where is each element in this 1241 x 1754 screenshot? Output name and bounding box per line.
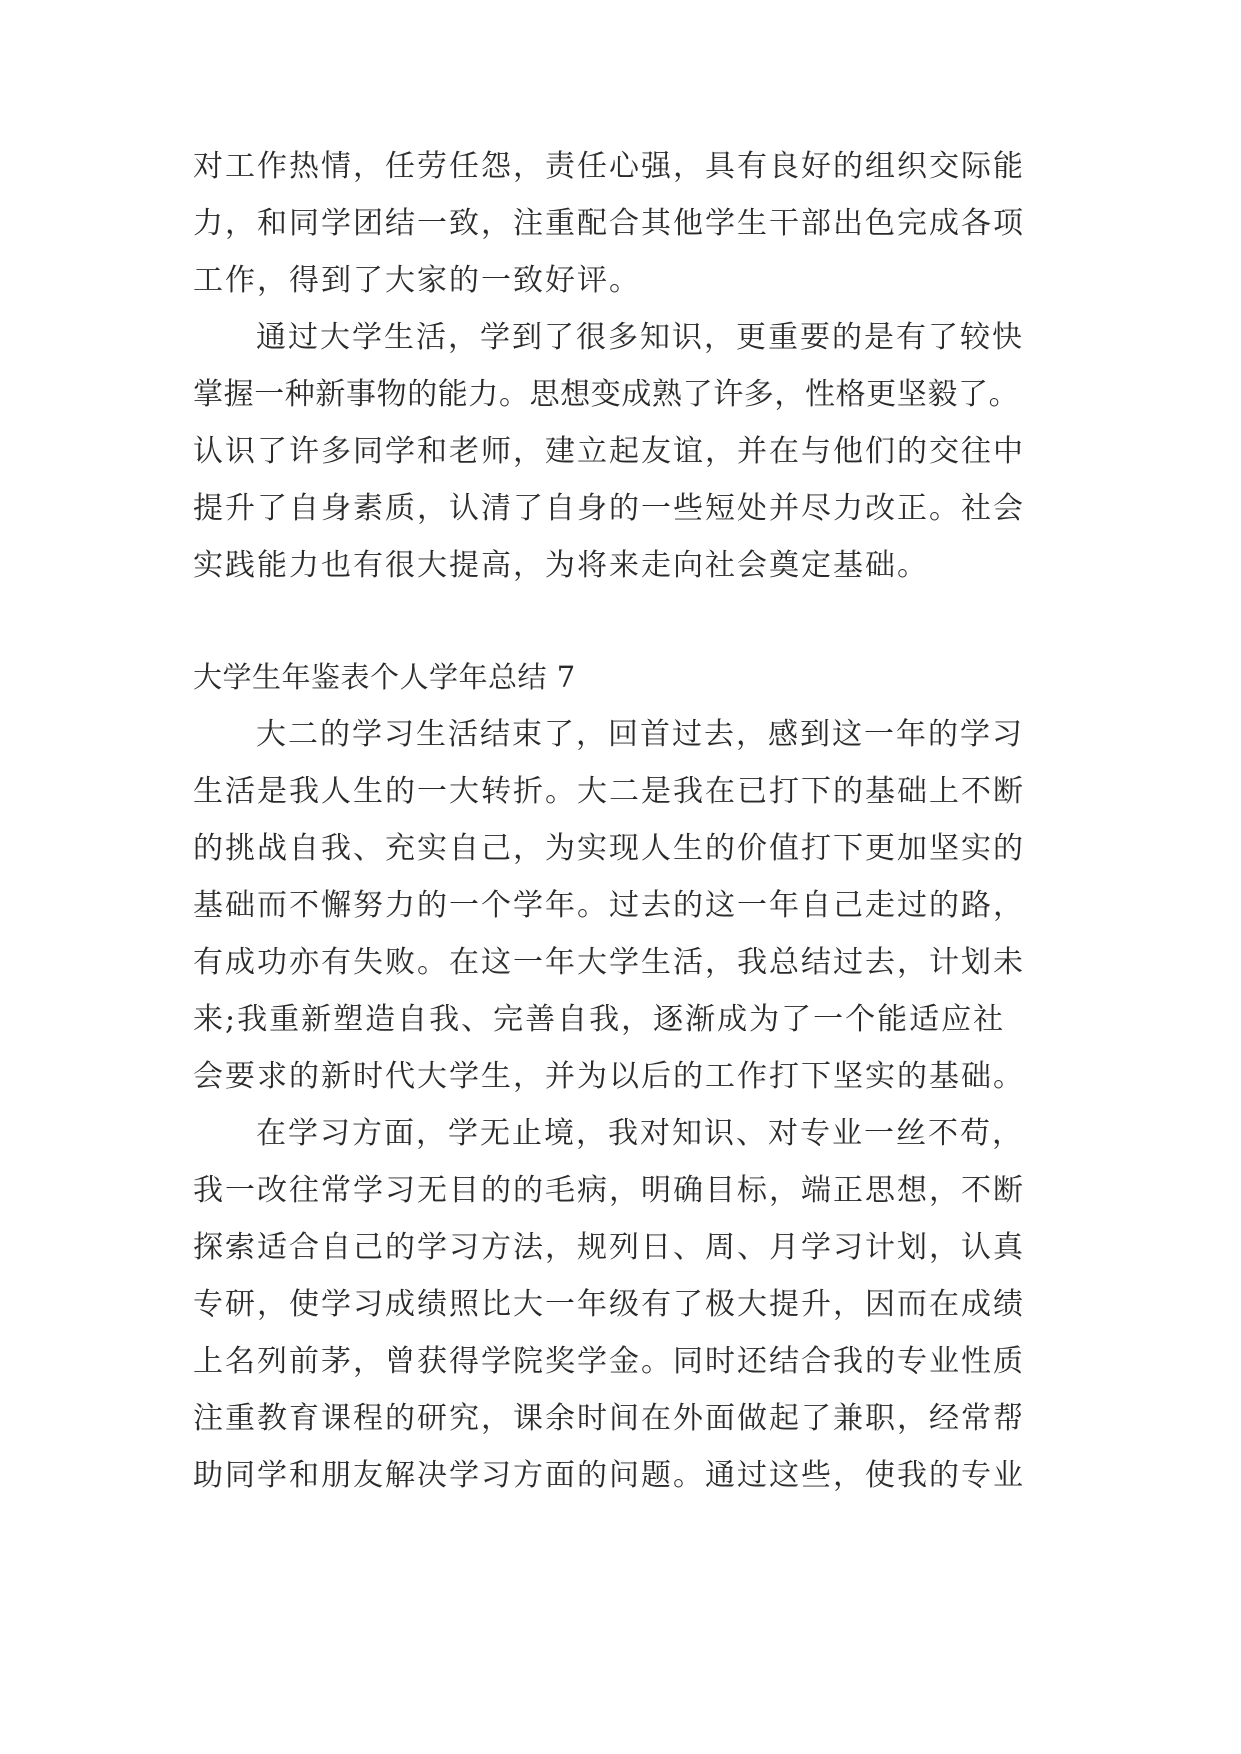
paragraph-2-line-1: 通过大学生活，学到了很多知识，更重要的是有了较快	[256, 320, 1024, 355]
paragraph-3-line-3: 的挑战自我、充实自己，为实现人生的价值打下更加坚实的	[193, 831, 1025, 866]
paragraph-2-line-2: 掌握一种新事物的能力。思想变成熟了许多，性格更坚毅了。	[193, 377, 1020, 412]
paragraph-3-line-4: 基础而不懈努力的一个学年。过去的这一年自己走过的路，	[193, 888, 1025, 923]
paragraph-4-line-7: 助同学和朋友解决学习方面的问题。通过这些，使我的专业	[193, 1458, 1025, 1493]
paragraph-3-line-5: 有成功亦有失败。在这一年大学生活，我总结过去，计划未	[193, 945, 1025, 980]
paragraph-2-line-5: 实践能力也有很大提高，为将来走向社会奠定基础。	[193, 548, 929, 583]
paragraph-1-line-3: 工作，得到了大家的一致好评。	[193, 263, 641, 298]
paragraph-3-line-7: 会要求的新时代大学生，并为以后的工作打下坚实的基础。	[193, 1059, 1025, 1094]
paragraph-2-line-4: 提升了自身素质，认清了自身的一些短处并尽力改正。社会	[193, 491, 1025, 526]
paragraph-1-line-1: 对工作热情，任劳任怨，责任心强，具有良好的组织交际能	[193, 149, 1025, 184]
paragraph-4-line-4: 专研，使学习成绩照比大一年级有了极大提升，因而在成绩	[193, 1287, 1025, 1322]
paragraph-4-line-2: 我一改往常学习无目的的毛病，明确目标，端正思想，不断	[193, 1173, 1025, 1208]
paragraph-1-line-2: 力，和同学团结一致，注重配合其他学生干部出色完成各项	[193, 206, 1025, 241]
paragraph-3-line-6: 来;我重新塑造自我、完善自我，逐渐成为了一个能适应社	[193, 1002, 1006, 1037]
paragraph-4-line-3: 探索适合自己的学习方法，规列日、周、月学习计划，认真	[193, 1230, 1025, 1265]
paragraph-4-line-1: 在学习方面，学无止境，我对知识、对专业一丝不苟，	[256, 1116, 1024, 1151]
paragraph-3-line-2: 生活是我人生的一大转折。大二是我在已打下的基础上不断	[193, 774, 1025, 809]
paragraph-4-line-5: 上名列前茅，曾获得学院奖学金。同时还结合我的专业性质	[193, 1344, 1025, 1379]
paragraph-2-line-3: 认识了许多同学和老师，建立起友谊，并在与他们的交往中	[193, 434, 1025, 469]
section-heading: 大学生年鉴表个人学年总结 7	[193, 660, 576, 694]
paragraph-4-line-6: 注重教育课程的研究，课余时间在外面做起了兼职，经常帮	[193, 1401, 1025, 1436]
paragraph-3-line-1: 大二的学习生活结束了，回首过去，感到这一年的学习	[256, 717, 1024, 752]
